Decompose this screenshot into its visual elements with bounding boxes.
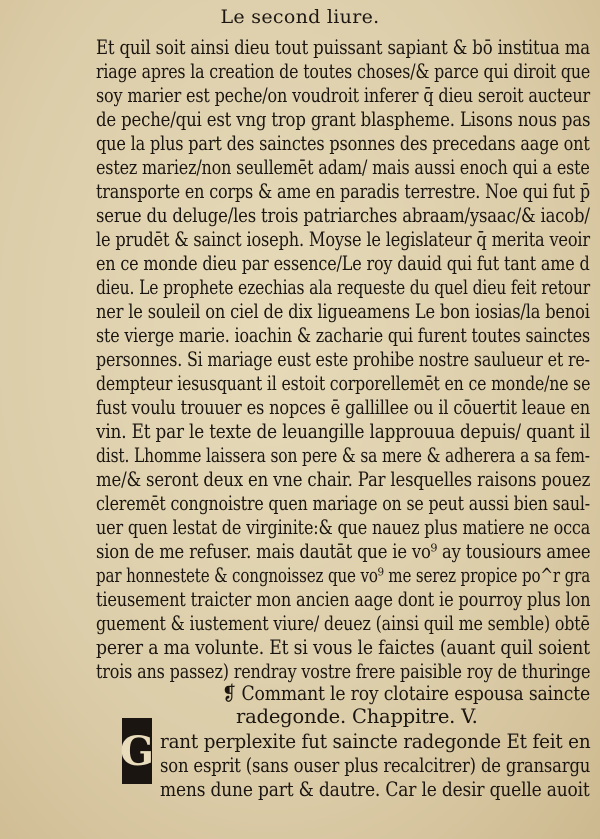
text-line: perer a ma volunte. Et si vous le faictes (auant quil soient [96, 636, 590, 659]
text-line: le prudēt & sainct ioseph. Moyse le legislateur q̄ merita veoir [96, 228, 590, 251]
running-header: Le second liure. [220, 6, 380, 28]
text-line: trois ans passez) rendray vostre frere paisible roy de thuringe [96, 660, 591, 683]
text-line: tieusement traicter mon ancien aage dont ie pourroy plus lon [96, 588, 591, 611]
text-line: par honnestete & congnoissez que vo⁹ me serez propice po^r gra [96, 564, 591, 587]
text-line: dieu. Le prophete ezechias ala requeste du quel dieu feit retour [96, 276, 591, 299]
text-line: soy marier est peche/on voudroit inferer q̄ dieu seroit aucteur [96, 84, 590, 107]
text-line: vin. Et par le texte de leuangille lapprouua depuis/ quant il [96, 420, 591, 443]
text-line: personnes. Si mariage eust este prohibe nostre saulueur et re- [96, 348, 590, 371]
text-line: guement & iustement viure/ deuez (ainsi quil me semble) obtē [96, 612, 590, 635]
text-line: fust voulu trouuer es nopces ē gallillee ou il cōuertit leaue en [96, 396, 591, 419]
text-line: ste vierge marie. ioachin & zacharie qui furent toutes sainctes [96, 324, 591, 347]
text-line: uer quen lestat de virginite:& que nauez plus matiere ne occa [96, 516, 591, 539]
text-line: rant perplexite fut saincte radegonde Et feit en [160, 730, 591, 753]
text-line: en ce monde dieu par essence/Le roy dauid qui fut tant ame d [96, 252, 590, 275]
text-line: que la plus part des sainctes psonnes des precedans aage ont [96, 132, 590, 155]
text-line: transporte en corps & ame en paradis terrestre. Noe qui fut p̄ [96, 180, 590, 203]
text-line: cleremēt congnoistre quen mariage on se peut aussi bien saul- [96, 492, 590, 515]
text-line: me/& seront deux en vne chair. Par lesquelles raisons pouez [96, 468, 591, 491]
text-line: dempteur iesusquant il estoit corporellemēt en ce monde/ne se [96, 372, 591, 395]
text-line: son esprit (sans ouser plus recalcitrer) de gransargu [160, 754, 591, 777]
text-line: sion de me refuser. mais dautāt que ie vo⁹ ay tousiours amee [96, 540, 591, 563]
chapter-heading: radegonde. Chappitre. V. [236, 705, 478, 728]
text-line: de peche/qui est vng trop grant blaspheme. Lisons nous pas [96, 108, 591, 131]
text-line: serue du deluge/les trois patriarches abraam/ysaac/& iacob/ [96, 204, 590, 227]
text-line: dist. Lhomme laissera son pere & sa mere & adherera a sa fem- [96, 444, 590, 467]
text-line: estez mariez/non seullemēt adam/ mais aussi enoch qui a este [96, 156, 590, 179]
chapter-rubric: ❡ Commant le roy clotaire espousa saincte [222, 682, 590, 705]
text-line: mens dune part & dautre. Car le desir quelle auoit [160, 778, 590, 801]
decorated-initial: G [122, 718, 152, 784]
text-line: ner le souleil on ciel de dix ligueamens Le bon iosias/la benoi [96, 300, 590, 323]
text-line: Et quil soit ainsi dieu tout puissant sapiant & bō institua ma [96, 36, 590, 59]
text-line: riage apres la creation de toutes choses/& parce qui diroit que [96, 60, 591, 83]
